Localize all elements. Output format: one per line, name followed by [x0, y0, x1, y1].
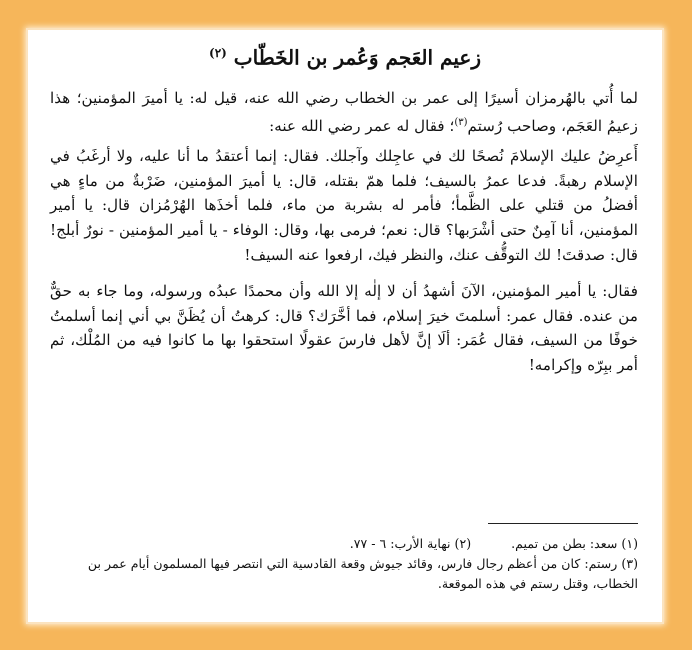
- paragraph-1: [50, 86, 638, 138]
- footnote-3: (٣) رستم: كان من أعظم رجال فارس، وقائد جيوش وقعة القادسية التي انتصر فيها المسلمون أيام عمر بن الخطاب، وقتل رستم في هذه الموقعة.: [87, 556, 638, 591]
- footnote-row: [50, 534, 638, 554]
- paragraph-3: فقال: يا أمير المؤمنين، الآنَ أشهدُ أن لا إلٰه إلا الله وأن محمدًا عبدُه ورسوله، وما جاء به حقٌّ من عنده. فقال عمر: أسلمتَ خيرَ إسلام، فما أخَّرَك؟ قال: كرهتُ أن يُظَنَّ بي أني إنما أسلمتُ خوفًا من السيف، فقال عُمَر: ألَا إنَّ لأهل فارسَ عقولًا استحقوا بها ما كانوا فيه من المُلْك، ثم أمر ببِرّه وإكرامه!: [50, 282, 638, 374]
- footnote-1: (١) سعد: بطن من تميم.: [511, 536, 638, 551]
- paragraph-2: أَعرِضُ عليك الإسلامَ نُصحًا لك في عاجِلك وآجلك. فقال: إنما أعتقدُ ما أنا عليه، ولا أرغَبُ في الإسلام رهبةً. فدعا عمرُ بالسيف؛ فلما همّ بقتله، قال: يا أميرَ المؤمنين، ضَرْبةٌ من ماءٍ هي أفضلُ من قتلي على الظَّمأ؛ فأمر له بشربة من ماء، فلما أخذَها الهُرْمُزان قال: يا أمير المؤمنين، أنا آمِنٌ حتى أشْرَبها؟ قال: نعم؛ فرمى بها، وقال: الوفاء - يا أمير المؤمنين - نورٌ أبلج! قال: صدقتَ! لك التوقُّف عنك، والنظر فيك، ارفعوا عنه السيف!: [50, 147, 638, 264]
- title-footnote-ref: (٢): [209, 46, 227, 60]
- paragraph-1-text-b: ؛ فقال له عمر رضي الله عنه:: [269, 116, 455, 135]
- footnote-2: (٢) نهاية الأرب: ٦ - ٧٧.: [349, 536, 472, 551]
- document-page: [28, 30, 662, 622]
- page-title: [28, 38, 662, 73]
- paragraph-1-text-a: لما أُتي بالهُرمزان أسيرًا إلى عمر بن الخطاب رضي الله عنه، قيل له: يا أميرَ المؤمنين؛ هذا زعيمُ العَجَم، وصاحب رُستم: [50, 89, 638, 135]
- article-body: [50, 86, 638, 378]
- footnote-divider: [488, 523, 638, 524]
- footnotes: [50, 534, 638, 594]
- title-text: زعيم العَجم وَعُمر بن الخَطّاب: [233, 45, 481, 70]
- footnote-ref-3: (٣): [454, 116, 468, 128]
